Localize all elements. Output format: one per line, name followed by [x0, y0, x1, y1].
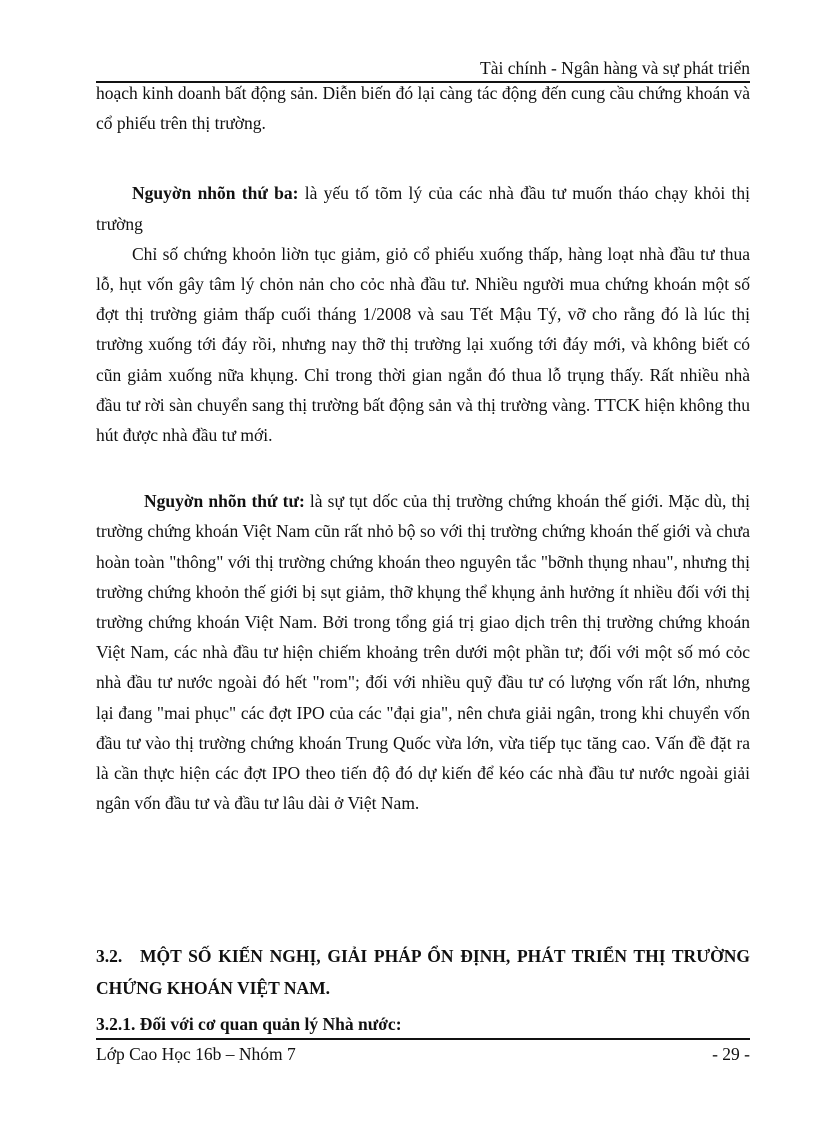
- section-heading: [96, 940, 750, 1004]
- header-title: Tài chính - Ngân hàng và sự phát triển: [480, 58, 750, 78]
- section-title: MỘT SỐ KIẾN NGHỊ, GIẢI PHÁP ỔN ĐỊNH, PHÁT TRIỂN THỊ TRƯỜNG CHỨNG KHOÁN VIỆT NAM.: [96, 946, 750, 998]
- subsection-heading: 3.2.1. Đối với cơ quan quản lý Nhà nước:: [96, 1014, 402, 1034]
- footer-class-label: Lớp Cao Học 16b – Nhóm 7: [96, 1044, 296, 1064]
- paragraph-cause-four: [96, 486, 750, 818]
- section-number: 3.2.: [96, 946, 123, 966]
- paragraph-continuation: hoạch kinh doanh bất động sản. Diễn biến đó lại càng tác động đến cung cầu chứng khoán và cổ phiếu trên thị trường.: [96, 83, 750, 134]
- cause-three-label: Nguyờn nhõn thứ ba:: [132, 183, 299, 204]
- paragraph-cause-three: [96, 178, 750, 238]
- page-number: - 29 -: [712, 1044, 750, 1064]
- body-text: [96, 78, 750, 818]
- cause-four-label: Nguyờn nhõn thứ tư:: [144, 491, 305, 512]
- paragraph-index-decline: Chỉ số chứng khoỏn liờn tục giảm, giỏ cổ phiếu xuống thấp, hàng loạt nhà đầu tư thua lỗ, hụt vốn gây tâm lý chỏn nản cho cỏc nhà đầu tư. Nhiều người mua chứng khoán một số đợt thị trường giảm thấp cuối tháng 1/2008 và sau Tết Mậu Tý, vỡ cho rằng đó là lúc thị trường xuống tới đáy rồi, nhưng nay thỡ thị trường lại xuống tới đáy mới, và không biết có cũn giảm xuống nữa khụng. Chỉ trong thời gian ngắn đó thua lỗ trụng thấy. Rất nhiều nhà đầu tư rời sàn chuyển sang thị trường bất động sản và thị trường vàng. TTCK hiện không thu hút được nhà đầu tư mới.: [96, 243, 750, 446]
- footer-divider: [96, 1038, 750, 1040]
- cause-three-text: là yếu tố tõm lý của các nhà đầu tư muốn tháo chạy khỏi thị trường: [96, 183, 750, 234]
- cause-four-text: là sự tụt dốc của thị trường chứng khoán thế giới. Mặc dù, thị trường chứng khoán Việt Nam cũn rất nhỏ bộ so với thị trường chứng khoán thế giới và chưa hoàn toàn "thông" với thị trường chứng khoán theo nguyên tắc "bỡnh thụng nhau", nhưng thị trường chứng khoỏn thế giới bị sụt giảm, thỡ khụng thể khụng ảnh hưởng ít nhiều đối với thị trường chứng khoán Việt Nam. Bởi trong tổng giá trị giao dịch trên thị trường chứng khoán Việt Nam, các nhà đầu tư hiện chiếm khoảng trên dưới một phần tư; đối với một số mó cỏc nhà đầu tư nước ngoài đó hết "rom"; đối với nhiều quỹ đầu tư có lượng vốn rất lớn, nhưng lại đang "mai phục" các đợt IPO của các "đại gia", nên chưa giải ngân, trong khi chuyển vốn đầu tư vào thị trường chứng khoán Trung Quốc vừa lớn, vừa tiếp tục tăng cao. Vấn đề đặt ra là cần thực hiện các đợt IPO theo tiến độ đó dự kiến để kéo các nhà đầu tư nước ngoài giải ngân vốn đầu tư và đầu tư lâu dài ở Việt Nam.: [96, 491, 750, 814]
